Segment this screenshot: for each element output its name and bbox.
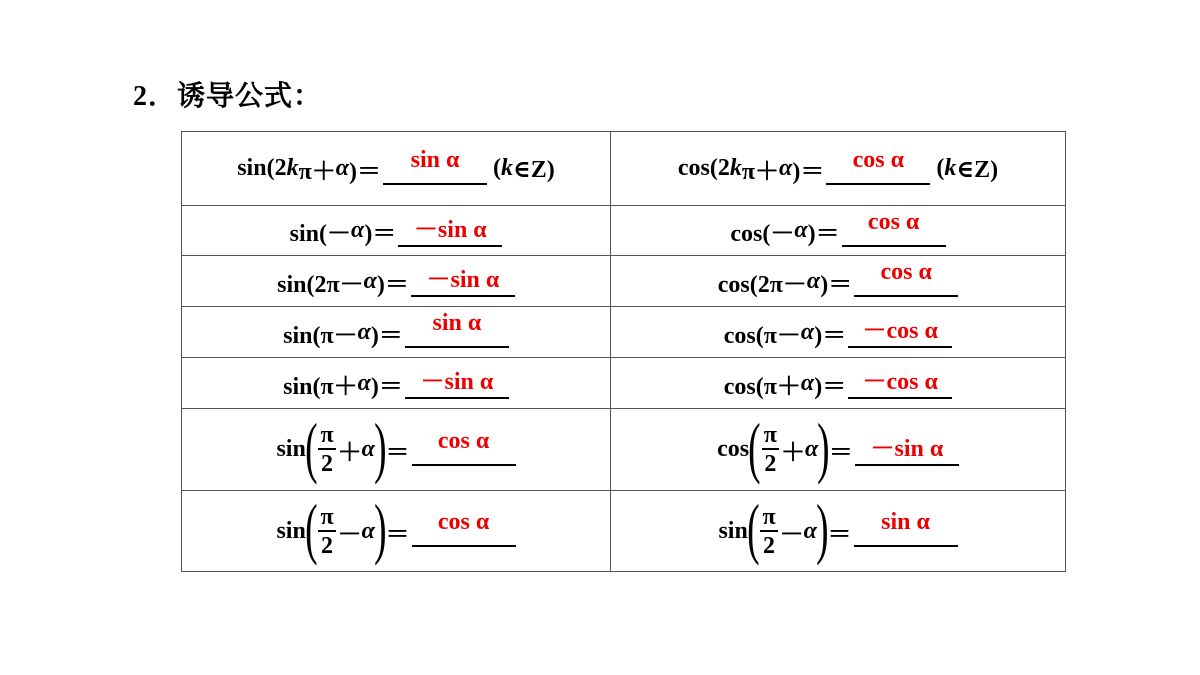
answer-blank <box>383 146 487 185</box>
formula <box>290 213 503 248</box>
answer-text: cos α <box>867 208 920 235</box>
variable-alpha: α <box>357 369 371 396</box>
formula-text: ( <box>930 155 945 181</box>
fraction-numerator: π <box>320 503 334 530</box>
formula-text: )＝ <box>820 271 853 298</box>
answer-text: cos α <box>880 259 932 285</box>
formula <box>237 146 555 186</box>
formula-text: )＝ <box>364 221 397 247</box>
formula-cell <box>611 256 1066 307</box>
formula-text: sin(2π－ <box>277 271 364 298</box>
formula-cell <box>611 307 1066 358</box>
answer-blank <box>398 215 502 247</box>
equals-sign: ＝ <box>385 440 410 466</box>
operator: － <box>337 521 362 548</box>
answer-blank <box>842 208 946 247</box>
formula-table <box>181 131 1066 572</box>
variable-k: k <box>286 155 299 181</box>
variable-alpha: α <box>335 155 350 181</box>
fraction-denominator: 2 <box>321 451 334 477</box>
formula <box>677 146 999 186</box>
formula <box>276 408 515 485</box>
fraction-numerator: π <box>763 422 777 448</box>
answer-text: －sin α <box>420 369 494 395</box>
answer-blank <box>405 367 509 399</box>
left-paren: ( <box>746 490 760 566</box>
formula-cell <box>182 491 611 572</box>
equals-sign: ＝ <box>385 521 410 548</box>
formula <box>724 366 952 401</box>
formula-text: )＝ <box>807 221 840 247</box>
variable-alpha: α <box>363 267 377 294</box>
formula-cell <box>611 132 1066 206</box>
function-name: sin <box>276 517 306 544</box>
answer-text: cos α <box>437 427 490 454</box>
formula-text: cos(π＋ <box>723 373 801 400</box>
formula-text: cos(π－ <box>723 322 801 349</box>
operator: － <box>779 521 804 548</box>
formula-cell <box>182 409 611 491</box>
variable-k: k <box>501 155 514 181</box>
function-name: sin <box>237 155 267 181</box>
formula-text: π＋ <box>741 159 780 185</box>
table-row <box>182 491 1066 572</box>
table-row <box>182 132 1066 206</box>
variable-alpha: α <box>794 217 808 243</box>
equals-sign: ＝ <box>827 521 852 548</box>
formula-cell <box>611 491 1066 572</box>
fraction <box>762 423 779 476</box>
right-paren: ) <box>373 490 387 566</box>
formula-text: ( <box>487 155 502 181</box>
formula-cell <box>182 307 611 358</box>
answer-text: sin α <box>410 146 460 173</box>
formula <box>277 264 515 299</box>
answer-blank <box>854 509 958 547</box>
variable-alpha: α <box>806 267 821 294</box>
formula-cell <box>182 358 611 409</box>
answer-blank <box>405 310 509 348</box>
left-paren: ( <box>304 490 318 566</box>
function-name: sin <box>276 436 306 462</box>
variable-alpha: α <box>803 517 817 544</box>
formula <box>730 208 945 248</box>
fraction-denominator: 2 <box>764 451 777 477</box>
section-heading: 2．诱导公式： <box>133 81 323 112</box>
fraction <box>760 505 777 558</box>
answer-blank <box>848 316 952 348</box>
formula <box>283 310 509 350</box>
formula-text: π＋ <box>298 159 336 185</box>
table-row <box>182 206 1066 256</box>
formula-text: )＝ <box>792 159 825 185</box>
formula-text: )＝ <box>376 271 409 298</box>
formula <box>724 315 952 350</box>
function-name: cos <box>717 436 750 462</box>
formula-text: ∈Z) <box>513 156 555 183</box>
variable-alpha: α <box>779 155 793 181</box>
formula-text: sin(－ <box>289 221 352 247</box>
formula-cell <box>182 132 611 206</box>
variable-alpha: α <box>351 217 365 243</box>
formula-text: cos(－ <box>730 221 795 247</box>
right-paren: ) <box>373 408 387 485</box>
formula-text: cos(2π－ <box>717 271 807 298</box>
formula-text: sin(π＋ <box>283 373 358 400</box>
answer-text: cos α <box>852 146 905 173</box>
answer-blank <box>412 427 516 466</box>
answer-text: cos α <box>437 509 490 535</box>
answer-text: sin α <box>881 509 930 535</box>
formula-cell <box>182 206 611 256</box>
answer-blank <box>855 434 959 466</box>
variable-alpha: α <box>357 318 371 345</box>
left-paren: ( <box>748 408 761 485</box>
function-name: sin <box>718 517 748 544</box>
fraction <box>318 505 335 558</box>
answer-text: －cos α <box>862 318 938 344</box>
answer-blank <box>412 509 516 547</box>
formula <box>717 259 958 299</box>
variable-alpha: α <box>361 436 375 462</box>
variable-alpha: α <box>800 318 815 345</box>
formula-text: (2 <box>266 155 287 181</box>
answer-text: －cos α <box>862 369 938 395</box>
formula-text: )＝ <box>814 322 847 349</box>
answer-blank <box>854 259 958 297</box>
right-paren: ) <box>815 490 829 566</box>
formula-text: ∈Z) <box>956 156 999 183</box>
variable-alpha: α <box>361 517 375 544</box>
operator: ＋ <box>780 440 805 466</box>
formula-cell <box>611 206 1066 256</box>
table-row <box>182 256 1066 307</box>
fraction-numerator: π <box>762 503 776 530</box>
fraction <box>318 423 335 476</box>
function-name: cos <box>677 155 710 181</box>
variable-k: k <box>729 155 742 181</box>
equals-sign: ＝ <box>828 440 853 466</box>
formula-text: )＝ <box>814 373 847 400</box>
formula-cell <box>611 409 1066 491</box>
formula <box>718 490 957 566</box>
answer-blank <box>411 265 515 297</box>
table-row <box>182 358 1066 409</box>
answer-text: －sin α <box>413 216 487 243</box>
answer-text: －sin α <box>426 267 500 293</box>
formula-text: )＝ <box>370 322 403 349</box>
answer-blank <box>848 367 952 399</box>
formula <box>276 490 515 566</box>
formula-text: )＝ <box>349 159 382 185</box>
operator: ＋ <box>337 440 362 466</box>
answer-blank <box>826 146 930 185</box>
formula-text: sin(π－ <box>283 322 358 349</box>
formula <box>717 408 959 485</box>
answer-text: －sin α <box>870 435 944 462</box>
formula-cell <box>611 358 1066 409</box>
fraction-denominator: 2 <box>763 532 776 559</box>
variable-k: k <box>944 155 957 181</box>
formula-text: )＝ <box>370 373 403 400</box>
table-row <box>182 307 1066 358</box>
right-paren: ) <box>817 408 830 485</box>
table-row <box>182 409 1066 491</box>
fraction-denominator: 2 <box>321 532 334 559</box>
variable-alpha: α <box>804 436 819 462</box>
formula-text: (2 <box>709 155 730 181</box>
variable-alpha: α <box>800 369 815 396</box>
fraction-numerator: π <box>320 422 334 448</box>
formula-cell <box>182 256 611 307</box>
formula <box>283 366 509 401</box>
left-paren: ( <box>304 408 318 485</box>
answer-text: sin α <box>432 310 482 336</box>
